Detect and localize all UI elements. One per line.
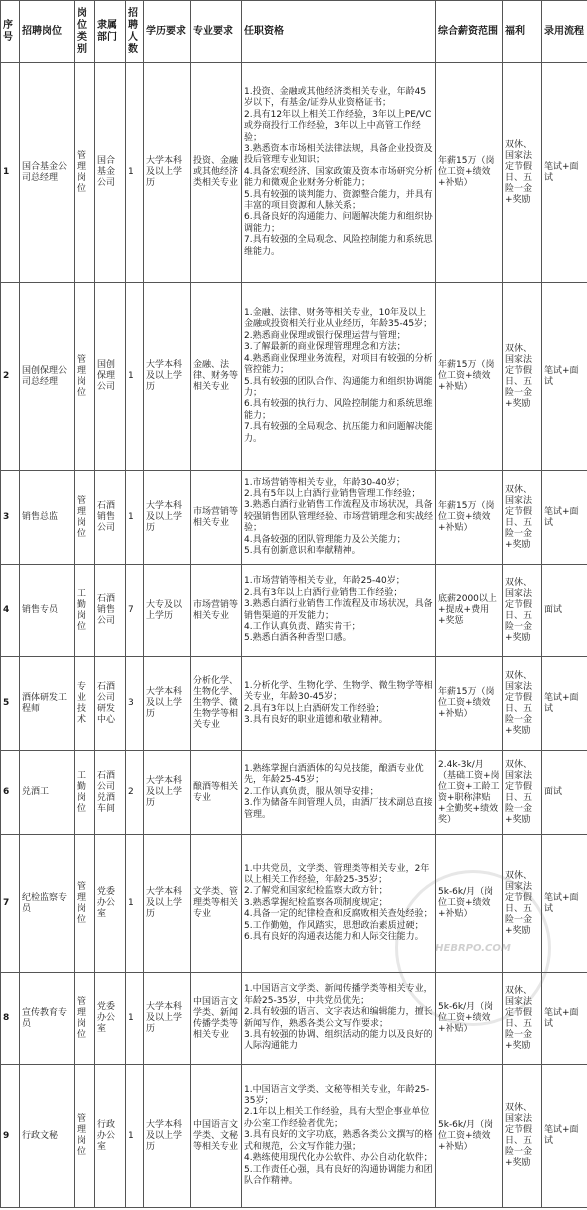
table-row (1, 471, 587, 565)
welfare: 双休、国家法定节假日、五险一金+奖励 (503, 565, 542, 657)
hiring-process: 面试 (542, 751, 587, 835)
position-category: 管理岗位 (75, 973, 95, 1065)
department: 党委办公室 (95, 835, 126, 973)
position-name: 行政文秘 (20, 1065, 75, 1208)
department: 国创保理公司 (95, 283, 126, 471)
salary-range: 底薪2000以上+提成+费用+奖惩 (436, 565, 503, 657)
header-count: 招聘人数 (126, 1, 144, 63)
hire-count: 1 (126, 973, 144, 1065)
education-req: 大学本科及以上学历 (144, 973, 191, 1065)
position-name: 兑酒工 (20, 751, 75, 835)
header-row (1, 1, 587, 63)
department: 石酒销售公司 (95, 471, 126, 565)
qualifications: 1.金融、法律、财务等相关专业，10年及以上金融或投资相关行业从业经历，年龄35-45岁； 2.熟悉商业保理或银行保理运营与管理； 3.了解最新的商业保理管理理念和方法； 4.熟悉商业保理业务流程，对项目有较强的分析管控能力； 5.具有较强的团队合作、沟通能力和组织协调能力； 6.具有较强的执行力、风险控制能力和系统思维能力； 7.具有较强的全局观念、抗压能力和问题解决能力。 (242, 283, 436, 471)
salary-range: 年薪15万（岗位工资+绩效+补贴） (436, 657, 503, 751)
education-req: 大学本科及以上学历 (144, 751, 191, 835)
hire-count: 3 (126, 657, 144, 751)
header-welfare: 福利 (503, 1, 542, 63)
table-row (1, 1065, 587, 1208)
education-req: 大学本科及以上学历 (144, 835, 191, 973)
hire-count: 1 (126, 283, 144, 471)
education-req: 大学本科及以上学历 (144, 63, 191, 283)
department: 国合基金公司 (95, 63, 126, 283)
table-row (1, 835, 587, 973)
welfare: 双休、国家法定节假日、五险一金+奖励 (503, 973, 542, 1065)
header-category: 岗位类别 (75, 1, 95, 63)
education-req: 大学本科及以上学历 (144, 471, 191, 565)
major-req: 市场营销等相关专业 (191, 565, 242, 657)
position-name: 国创保理公司总经理 (20, 283, 75, 471)
row-number: 3 (1, 471, 20, 565)
position-category: 管理岗位 (75, 63, 95, 283)
qualifications: 1.投资、金融或其他经济类相关专业，年龄45岁以下，有基金/证券从业资格证书； 2.具有12年以上相关工作经验，3年以上PE/VC或券商投行工作经验，3年以上中高管工作经验； 3.熟悉资本市场相关法律法规，具备企业投资及投后管理专业知识； 4.具备宏观经济、国家政策及资本市场研究分析能力和微观企业财务分析能力； 5.具有较强的谈判能力、资源整合能力，并具有丰富的项目资源和人脉关系； 6.具备良好的沟通能力、问题解决能力和组织协调能力； 7.具有较强的全局观念、风险控制能力和系统思维能力。 (242, 63, 436, 283)
major-req: 酿酒等相关专业 (191, 751, 242, 835)
education-req: 大专及以上学历 (144, 565, 191, 657)
watermark-text: HEBRPO.COM (435, 942, 511, 954)
qualifications: 1.中国语言文学类、文秘等相关专业，年龄25-35岁； 2.1年以上相关工作经验，具有大型企事业单位办公室工作经验者优先； 3.具有良好的文字功底，熟悉各类公文撰写的格式和规范，公文写作能力强； 4.熟练使用现代化办公软件、办公自动化软件； 5.工作责任心强，具有良好的沟通协调能力和团队合作精神。 (242, 1065, 436, 1208)
qualifications: 1.中共党员，文学类、管理类等相关专业，2年以上相关工作经验，年龄25-35岁； 2.了解党和国家纪检监察大政方针； 3.熟悉掌握纪检监察各项制度规定； 4.具备一定的纪律检查和反腐败相关查处经验； 5.工作勤勉，作风踏实，思想政治素质过硬； 6.具有良好的沟通表达能力和人际交往能力。 (242, 835, 436, 973)
table-body (1, 63, 587, 1208)
department: 行政办公室 (95, 1065, 126, 1208)
major-req: 中国语言文学类、文秘等相关专业 (191, 1065, 242, 1208)
welfare: 双休、国家法定节假日、五险一金+奖励 (503, 751, 542, 835)
position-name: 销售专员 (20, 565, 75, 657)
hiring-process: 笔试+面试 (542, 973, 587, 1065)
hiring-process: 笔试+面试 (542, 835, 587, 973)
qualifications: 1.分析化学、生物化学、生物学、微生物学等相关专业，年龄30-45岁； 2.具有3年以上白酒研发工作经验； 3.具有良好的职业道德和敬业精神。 (242, 657, 436, 751)
row-number: 7 (1, 835, 20, 973)
table-row (1, 751, 587, 835)
row-number: 6 (1, 751, 20, 835)
department: 党委办公室 (95, 973, 126, 1065)
row-number: 9 (1, 1065, 20, 1208)
header-requirements: 任职资格 (242, 1, 436, 63)
header-position: 招聘岗位 (20, 1, 75, 63)
qualifications: 1.市场营销等相关专业，年龄25-40岁； 2.具有3年以上白酒行业销售工作经验； 3.熟悉白酒行业销售工作流程及市场状况，具备销售渠道的开发能力； 4.工作认真负责、踏实肯干； 5.熟悉白酒各种香型口感。 (242, 565, 436, 657)
qualifications: 1.中国语言文学类、新闻传播学类等相关专业，年龄25-35岁，中共党员优先； 2.具有较强的语言、文字表达和编辑能力，擅长新闻写作，熟悉各类公文写作要求； 3.具有较强的协调、组织活动的能力以及良好的人际沟通能力 (242, 973, 436, 1065)
education-req: 大学本科及以上学历 (144, 657, 191, 751)
position-category: 管理岗位 (75, 835, 95, 973)
qualifications: 1.熟练掌握白酒酒体的勾兑技能，酿酒专业优先，年龄25-45岁； 2.工作认真负责，服从领导安排； 3.作为储备车间管理人员，由酒厂技术副总直接管理。 (242, 751, 436, 835)
hire-count: 1 (126, 471, 144, 565)
department: 石酒销售公司 (95, 565, 126, 657)
education-req: 大学本科及以上学历 (144, 283, 191, 471)
welfare: 双休、国家法定节假日、五险一金+奖励 (503, 1065, 542, 1208)
major-req: 文学类、管理类等相关专业 (191, 835, 242, 973)
table-row (1, 657, 587, 751)
header-salary: 综合薪资范围 (436, 1, 503, 63)
hiring-process: 笔试+面试 (542, 657, 587, 751)
header-process: 录用流程 (542, 1, 587, 63)
position-name: 销售总监 (20, 471, 75, 565)
row-number: 4 (1, 565, 20, 657)
header-major: 专业要求 (191, 1, 242, 63)
welfare: 双休、国家法定节假日、五险一金+奖励 (503, 657, 542, 751)
department: 石酒公司兑酒车间 (95, 751, 126, 835)
header-no: 序号 (1, 1, 20, 63)
major-req: 金融、法律、财务等相关专业 (191, 283, 242, 471)
department: 石酒公司研发中心 (95, 657, 126, 751)
qualifications: 1.市场营销等相关专业，年龄30-40岁； 2.具有5年以上白酒行业销售管理工作经验； 3.熟悉白酒行业销售工作流程及市场状况，具备较强销售团队管理经验、市场营销理念和实战经验； 4.具备较强的团队管理能力及公关能力； 5.具有创新意识和奉献精神。 (242, 471, 436, 565)
major-req: 分析化学、生物化学、生物学、微生物学等相关专业 (191, 657, 242, 751)
row-number: 8 (1, 973, 20, 1065)
salary-range: 年薪15万（岗位工资+绩效+补贴） (436, 471, 503, 565)
table-row (1, 565, 587, 657)
position-category: 管理岗位 (75, 471, 95, 565)
hiring-process: 笔试+面试 (542, 63, 587, 283)
header-education: 学历要求 (144, 1, 191, 63)
header-dept: 隶属部门 (95, 1, 126, 63)
table-row (1, 973, 587, 1065)
position-category: 专业技术 (75, 657, 95, 751)
hire-count: 2 (126, 751, 144, 835)
position-category: 管理岗位 (75, 1065, 95, 1208)
hire-count: 1 (126, 1065, 144, 1208)
position-category: 工勤岗位 (75, 751, 95, 835)
position-name: 纪检监察专员 (20, 835, 75, 973)
welfare: 双休、国家法定节假日、五险一金+奖励 (503, 471, 542, 565)
major-req: 市场营销等相关专业 (191, 471, 242, 565)
hire-count: 1 (126, 63, 144, 283)
table-row (1, 63, 587, 283)
position-name: 宣传教育专员 (20, 973, 75, 1065)
salary-range: 年薪15万（岗位工资+绩效+补贴） (436, 63, 503, 283)
position-category: 管理岗位 (75, 283, 95, 471)
hiring-process: 笔试+面试 (542, 1065, 587, 1208)
hiring-process: 面试 (542, 565, 587, 657)
welfare: 双休、国家法定节假日、五险一金+奖励 (503, 283, 542, 471)
hire-count: 1 (126, 835, 144, 973)
education-req: 大学本科及以上学历 (144, 1065, 191, 1208)
position-name: 国合基金公司总经理 (20, 63, 75, 283)
salary-range: 2.4k-3k/月（基础工资+岗位工资+工龄工资+职称津贴+全勤奖+绩效奖） (436, 751, 503, 835)
hiring-process: 笔试+面试 (542, 283, 587, 471)
row-number: 2 (1, 283, 20, 471)
major-req: 中国语言文学类、新闻传播学类等相关专业 (191, 973, 242, 1065)
row-number: 1 (1, 63, 20, 283)
welfare: 双休、国家法定节假日、五险一金+奖励 (503, 835, 542, 973)
salary-range: 5k-6k/月（岗位工资+绩效+补贴） (436, 835, 503, 973)
salary-range: 年薪15万（岗位工资+绩效+补贴） (436, 283, 503, 471)
hire-count: 7 (126, 565, 144, 657)
salary-range: 5k-6k/月（岗位工资+绩效+补贴） (436, 1065, 503, 1208)
welfare: 双休、国家法定节假日、五险一金+奖励 (503, 63, 542, 283)
position-category: 工勤岗位 (75, 565, 95, 657)
table-row (1, 283, 587, 471)
salary-range: 5k-6k/月（岗位工资+绩效+补贴） (436, 973, 503, 1065)
major-req: 投资、金融或其他经济类相关专业 (191, 63, 242, 283)
position-name: 酒体研发工程师 (20, 657, 75, 751)
hiring-process: 笔试+面试 (542, 471, 587, 565)
row-number: 5 (1, 657, 20, 751)
